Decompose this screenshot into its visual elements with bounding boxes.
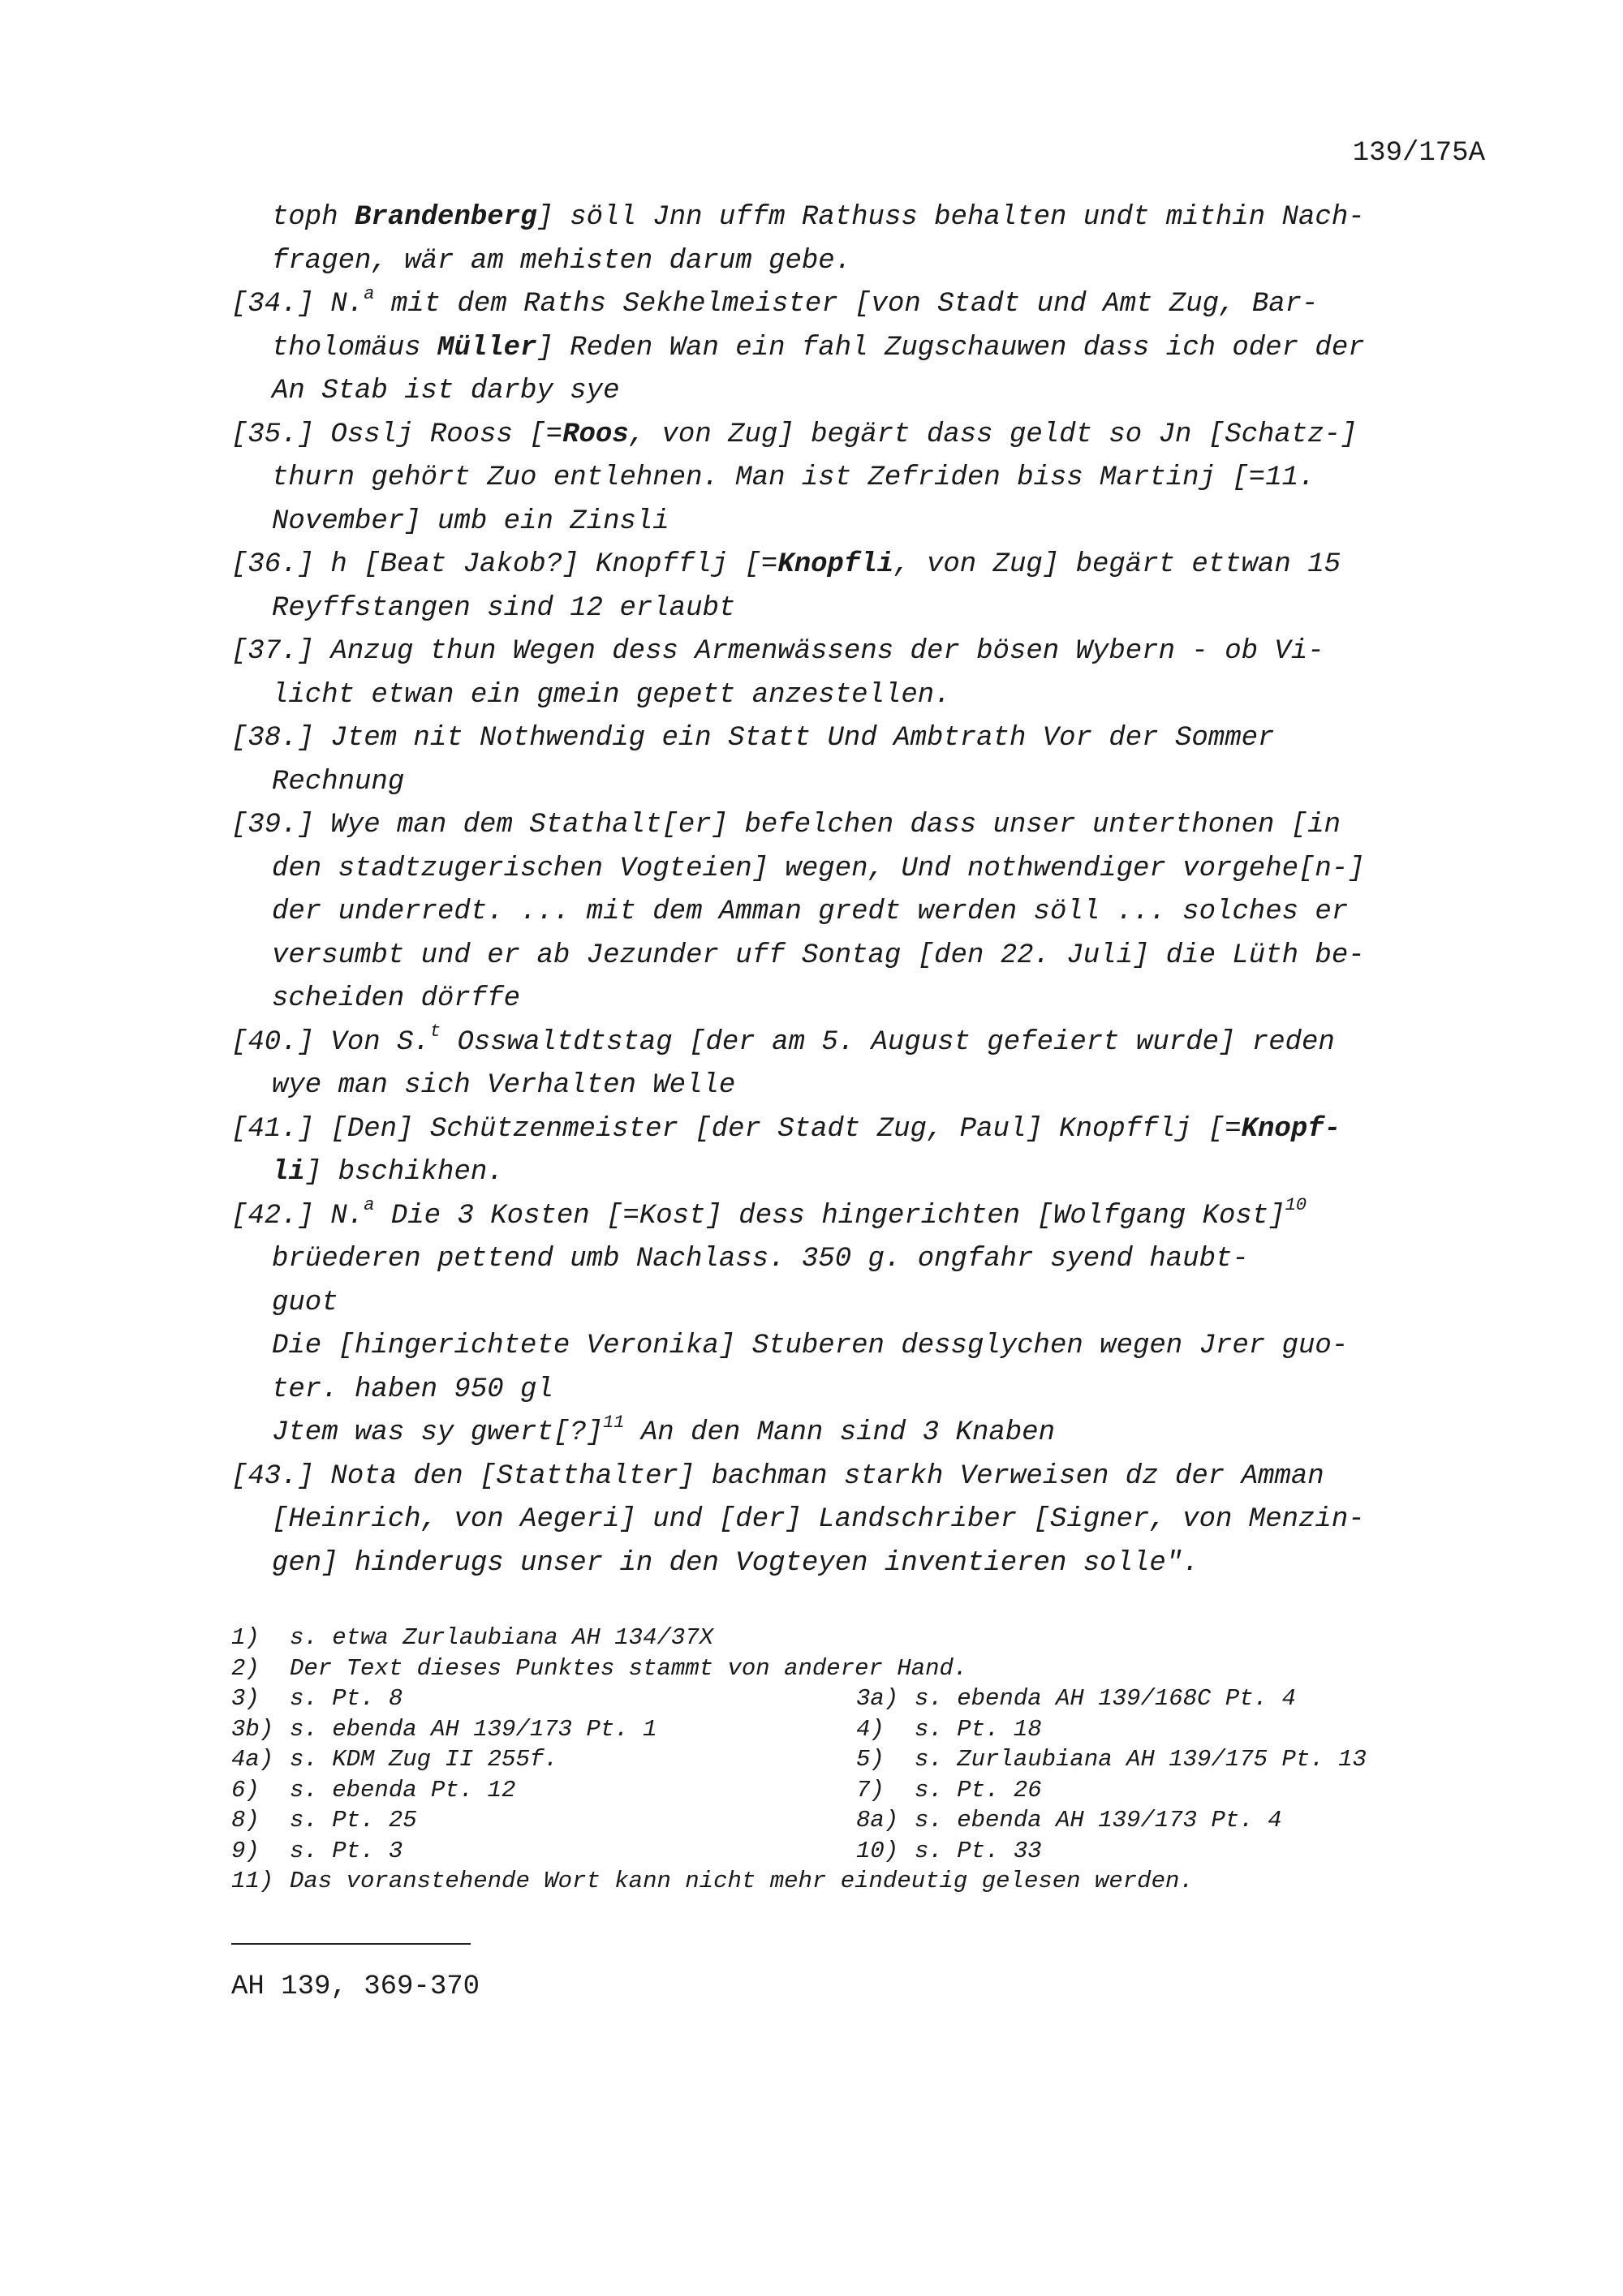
text-line — [231, 1412, 1485, 1455]
text-segment: gen] hinderugs unser in den Vogteyen inventieren solle". — [272, 1547, 1199, 1579]
text-line — [231, 501, 1485, 544]
footnote-number: 8a) — [856, 1807, 899, 1834]
text-segment: mit dem Raths Sekhelmeister [von Stadt und Amt Zug, Bar- — [374, 289, 1319, 320]
footnote-text: s. Pt. 18 — [915, 1715, 1042, 1743]
footnote — [856, 1805, 1281, 1836]
text-line — [231, 414, 1485, 458]
text-line — [231, 196, 1485, 240]
text-segment: Reyffstangen sind 12 erlaubt — [272, 592, 736, 624]
text-segment: An Stab ist darby sye — [272, 376, 620, 406]
text-line — [231, 587, 1485, 631]
text-segment: [39.] Wye man dem Stathalt[er] befelchen dass unser unterthonen [in — [231, 810, 1341, 841]
footnote-text: s. etwa Zurlaubiana AH 134/37X — [290, 1624, 714, 1651]
footnote — [856, 1775, 1042, 1806]
text-segment: Jtem was sy gwert[?] — [272, 1417, 604, 1448]
text-line — [231, 891, 1485, 935]
footnote-number: 3a) — [856, 1685, 899, 1712]
text-segment: [43.] Nota den [Statthalter] bachman starkh Verweisen dz der Amman — [231, 1460, 1324, 1492]
footnote-text: s. ebenda AH 139/173 Pt. 4 — [915, 1807, 1282, 1834]
text-line — [231, 370, 1485, 414]
bold-name: li — [272, 1157, 305, 1188]
footnote-number: 9) — [231, 1837, 260, 1864]
text-line — [231, 240, 1485, 284]
footnote-text: Das voranstehende Wort kann nicht mehr eindeutig gelesen werden. — [290, 1868, 1194, 1894]
text-line — [231, 283, 1485, 327]
bold-name: Brandenberg — [355, 202, 537, 233]
footnote-text: Der Text dieses Punktes stammt von anderer Hand. — [290, 1654, 968, 1682]
footnote-row — [231, 1653, 1497, 1684]
footnote-row — [231, 1805, 1497, 1836]
text-segment: tholomäus — [272, 332, 438, 363]
text-segment: , von Zug] begärt dass geldt so Jn [Schatz-] — [628, 419, 1358, 450]
text-line — [231, 1369, 1485, 1412]
text-segment: Osswaltdtstag [der am 5. August gefeiert wurde] reden — [441, 1026, 1335, 1058]
text-line — [231, 978, 1485, 1021]
transcription-entry — [231, 544, 1485, 630]
transcription-body — [231, 196, 1485, 1585]
footnote-text: s. Pt. 33 — [915, 1837, 1042, 1864]
transcription-entry — [231, 1195, 1485, 1455]
superscript: t — [429, 1021, 441, 1043]
superscript: 11 — [603, 1412, 625, 1433]
footnote-number: 1) — [231, 1624, 260, 1651]
text-line — [231, 1151, 1485, 1195]
transcription-entry — [231, 1108, 1485, 1195]
text-line — [231, 327, 1485, 371]
text-segment: An den Mann sind 3 Knaben — [624, 1417, 1055, 1448]
footnote-text: s. Pt. 26 — [915, 1776, 1042, 1804]
transcription-entry — [231, 414, 1485, 544]
text-line — [231, 848, 1485, 892]
text-segment: guot — [272, 1287, 338, 1318]
text-segment: [42.] N. — [231, 1200, 364, 1232]
text-segment: November] umb ein Zinsli — [272, 505, 669, 537]
text-line — [231, 1498, 1485, 1542]
footnote-text: s. ebenda AH 139/168C Pt. 4 — [915, 1685, 1296, 1712]
text-line — [231, 1238, 1485, 1282]
text-line — [231, 1542, 1485, 1586]
footnote-number: 3b) — [231, 1715, 274, 1743]
footnote-number: 10) — [856, 1837, 899, 1864]
footnote — [231, 1775, 856, 1806]
text-segment: licht etwan ein gmein gepett anzestellen. — [272, 679, 951, 711]
text-segment: [34.] N. — [231, 289, 364, 320]
text-segment: [37.] Anzug thun Wegen dess Armenwässens der bösen Wybern - ob Vi- — [231, 636, 1324, 667]
text-segment: versumbt und er ab Jezunder uff Sontag [den 22. Juli] die Lüth be- — [272, 939, 1365, 971]
footnote-row — [231, 1623, 1497, 1653]
superscript: 10 — [1285, 1195, 1307, 1216]
footnote — [856, 1744, 1367, 1775]
text-segment: ] Reden Wan ein fahl Zugschauwen dass ich oder der — [536, 332, 1365, 363]
superscript: a — [364, 1195, 375, 1216]
transcription-entry — [231, 717, 1485, 804]
bold-name: Knopfli — [777, 549, 894, 580]
transcription-entry — [231, 630, 1485, 717]
transcription-entry — [231, 196, 1485, 283]
text-segment: [35.] Osslj Rooss [= — [231, 419, 563, 450]
footnote-number: 11) — [231, 1868, 274, 1894]
text-segment: Die [hingerichtete Veronika] Stuberen dessglychen wegen Jrer guo- — [272, 1331, 1349, 1361]
footnote-number: 6) — [231, 1776, 260, 1804]
text-segment: , von Zug] begärt ettwan 15 — [893, 549, 1341, 580]
text-line — [231, 544, 1485, 587]
text-segment: ter. haben 950 gl — [272, 1374, 553, 1405]
footnote-number: 5) — [856, 1746, 885, 1773]
footnote-row — [231, 1714, 1497, 1745]
text-line — [231, 761, 1485, 805]
text-segment: toph — [272, 202, 355, 233]
text-line — [231, 1195, 1485, 1239]
footnote-number: 3) — [231, 1685, 260, 1712]
text-segment: Rechnung — [272, 766, 405, 798]
footnote — [856, 1683, 1296, 1714]
footnote — [856, 1714, 1042, 1745]
superscript: a — [364, 283, 375, 304]
text-line — [231, 1021, 1485, 1065]
text-segment: [41.] [Den] Schützenmeister [der Stadt Zug, Paul] Knopfflj [= — [231, 1113, 1242, 1145]
source-reference: AH 139, 369-370 — [231, 1971, 480, 2002]
footnote-text: s. Pt. 3 — [290, 1837, 403, 1864]
bold-name: Müller — [437, 332, 537, 363]
text-line — [231, 1108, 1485, 1152]
footnote-text: s. ebenda Pt. 12 — [290, 1776, 516, 1804]
transcription-entry — [231, 1021, 1485, 1108]
footnote — [231, 1866, 1497, 1897]
text-line — [231, 804, 1485, 848]
text-segment: scheiden dörffe — [272, 983, 521, 1014]
text-segment: [38.] Jtem nit Nothwendig ein Statt Und Ambtrath Vor der Sommer — [231, 723, 1275, 754]
bold-name: Roos — [562, 419, 629, 450]
text-line — [231, 630, 1485, 674]
footnote-row — [231, 1775, 1497, 1806]
footnote-number: 4a) — [231, 1746, 274, 1773]
footnote-number: 8) — [231, 1807, 260, 1834]
text-line — [231, 1282, 1485, 1326]
footnote-text: s. KDM Zug II 255f. — [290, 1746, 558, 1773]
text-segment: thurn gehört Zuo entlehnen. Man ist Zefriden biss Martinj [=11. — [272, 462, 1315, 493]
footnote-number: 7) — [856, 1776, 885, 1804]
footnote-number: 4) — [856, 1715, 885, 1743]
text-segment: [36.] h [Beat Jakob?] Knopfflj [= — [231, 549, 778, 580]
text-segment: [40.] Von S. — [231, 1026, 430, 1058]
text-line — [231, 674, 1485, 718]
footnote-text: s. Zurlaubiana AH 139/175 Pt. 13 — [915, 1746, 1367, 1773]
text-segment: den stadtzugerischen Vogteien] wegen, Und nothwendiger vorgehe[n-] — [272, 853, 1365, 884]
text-segment: ] söll Jnn uffm Rathuss behalten undt mithin Nach- — [536, 202, 1365, 233]
text-segment: brüederen pettend umb Nachlass. 350 g. ongfahr syend haubt- — [272, 1244, 1249, 1275]
text-segment: der underredt. ... mit dem Amman gredt werden söll ... solches er — [272, 896, 1349, 927]
footnote-number: 2) — [231, 1654, 260, 1682]
text-line — [231, 457, 1485, 501]
footnote-text: s. Pt. 8 — [290, 1685, 403, 1712]
text-line — [231, 717, 1485, 761]
footnote — [231, 1805, 856, 1836]
text-segment: [Heinrich, von Aegeri] und [der] Landschriber [Signer, von Menzin- — [272, 1504, 1365, 1535]
text-line — [231, 1325, 1485, 1369]
text-segment: wye man sich Verhalten Welle — [272, 1070, 736, 1101]
text-segment: fragen, wär am mehisten darum gebe. — [272, 245, 852, 277]
footnote-text: s. ebenda AH 139/173 Pt. 1 — [290, 1715, 657, 1743]
footnote — [231, 1623, 1497, 1653]
footnote — [231, 1836, 856, 1867]
footnote-row — [231, 1866, 1497, 1897]
footnote — [231, 1744, 856, 1775]
footnote-row — [231, 1836, 1497, 1867]
text-segment: ] bschikhen. — [304, 1157, 504, 1188]
footnote-row — [231, 1744, 1497, 1775]
footnote — [231, 1653, 1497, 1684]
page-number: 139/175A — [1352, 138, 1485, 169]
footnote — [856, 1836, 1042, 1867]
footnote — [231, 1683, 856, 1714]
transcription-entry — [231, 283, 1485, 414]
bold-name: Knopf- — [1241, 1113, 1341, 1145]
text-line — [231, 1455, 1485, 1499]
text-segment: Die 3 Kosten [=Kost] dess hingerichten [Wolfgang Kost] — [374, 1200, 1285, 1232]
footnote — [231, 1714, 856, 1745]
text-line — [231, 1064, 1485, 1108]
footnote-row — [231, 1683, 1497, 1714]
transcription-entry — [231, 1455, 1485, 1586]
footer-rule — [231, 1943, 471, 1945]
footnote-text: s. Pt. 25 — [290, 1807, 417, 1834]
text-line — [231, 935, 1485, 978]
transcription-entry — [231, 804, 1485, 1021]
footnotes — [231, 1623, 1497, 1897]
